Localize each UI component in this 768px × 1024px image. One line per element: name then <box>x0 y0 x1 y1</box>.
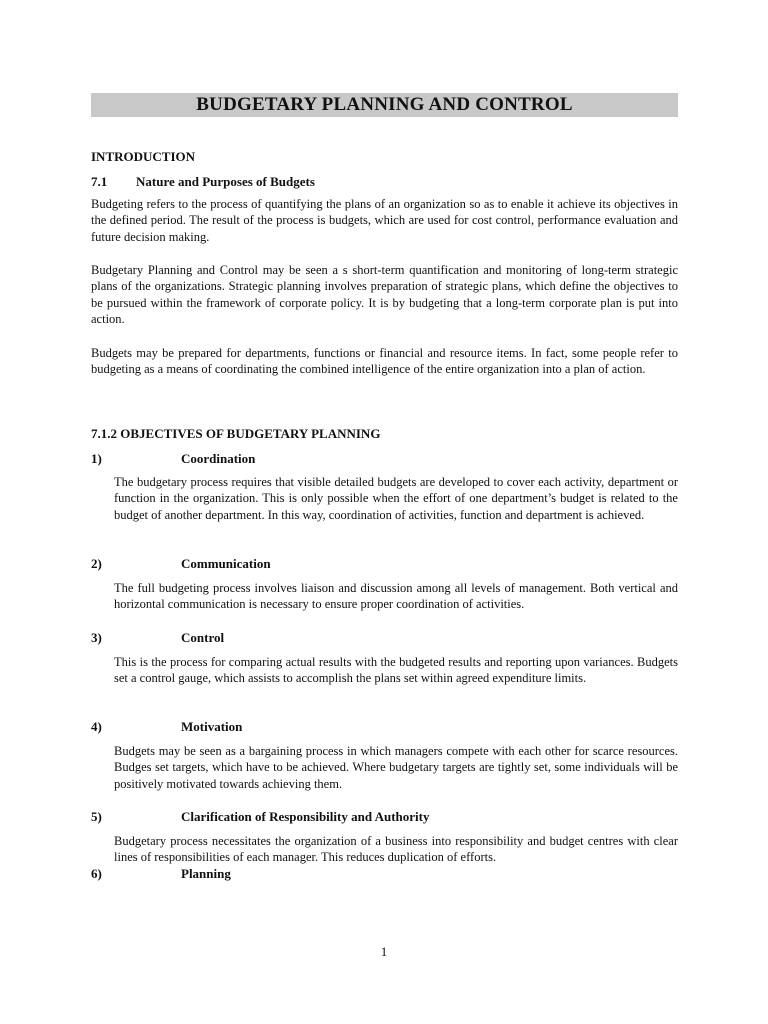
objective-text-motivation: Budgets may be seen as a bargaining process in which managers compete with each other for scarce resources. Budges set targets, which have to be achieved. Where budgetary targets are tightly set, some individuals will be positively motivated towards achieving them. <box>114 744 678 791</box>
objective-title-responsibility: Clarification of Responsibility and Authority <box>181 809 430 824</box>
objective-title-motivation: Motivation <box>181 719 243 734</box>
objective-number: 5) <box>91 809 102 824</box>
objective-title-coordination: Coordination <box>181 451 256 466</box>
objective-text-control: This is the process for comparing actual results with the budgeted results and reporting upon variances. Budgets set a control gauge, which assists to accomplish the plans set within agreed expenditure limits. <box>114 655 678 686</box>
objective-title-planning: Planning <box>181 866 231 881</box>
paragraph-3: Budgets may be prepared for departments, functions or financial and resource items. In fact, some people refer to budgeting as a means of coordinating the combined intelligence of the entire organization into a plan of action. <box>91 346 678 377</box>
objective-number: 6) <box>91 866 102 881</box>
paragraph-2: Budgetary Planning and Control may be seen a s short-term quantification and monitoring of long-term strategic plans of the organizations. Strategic planning involves preparation of strategic plans, which define the objectives to be pursued within the framework of corporate policy. It is by budgeting that a long-term corporate plan is put into action. <box>91 263 678 327</box>
objective-number: 3) <box>91 630 102 645</box>
objective-number: 4) <box>91 719 102 734</box>
objective-text-responsibility: Budgetary process necessitates the organization of a business into responsibility and budget centres with clear lines of responsibilities of each manager. This reduces duplication of efforts. <box>114 834 678 865</box>
objective-title-communication: Communication <box>181 556 271 571</box>
objectives-heading: 7.1.2 OBJECTIVES OF BUDGETARY PLANNING <box>91 426 381 441</box>
objective-number: 2) <box>91 556 102 571</box>
document-title: BUDGETARY PLANNING AND CONTROL <box>91 93 678 117</box>
objective-number: 1) <box>91 451 102 466</box>
objective-text-communication: The full budgeting process involves liaison and discussion among all levels of management. Both vertical and horizontal communication is necessary to ensure proper coordination of activities. <box>114 581 678 612</box>
objective-text-coordination: The budgetary process requires that visible detailed budgets are developed to cover each activity, department or function in the organization. This is only possible when the effort of one department’s budget is related to the budget of another department. In this way, coordination of activities, function and department is achieved. <box>114 475 678 522</box>
paragraph-1: Budgeting refers to the process of quantifying the plans of an organization so as to enable it achieve its objectives in the defined period. The result of the process is budgets, which are used for cost control, performance evaluation and future decision making. <box>91 197 678 244</box>
section-title: Nature and Purposes of Budgets <box>136 174 315 189</box>
introduction-heading: INTRODUCTION <box>91 149 196 164</box>
objective-title-control: Control <box>181 630 225 645</box>
section-number: 7.1 <box>91 174 108 189</box>
page-number: 1 <box>380 944 388 959</box>
